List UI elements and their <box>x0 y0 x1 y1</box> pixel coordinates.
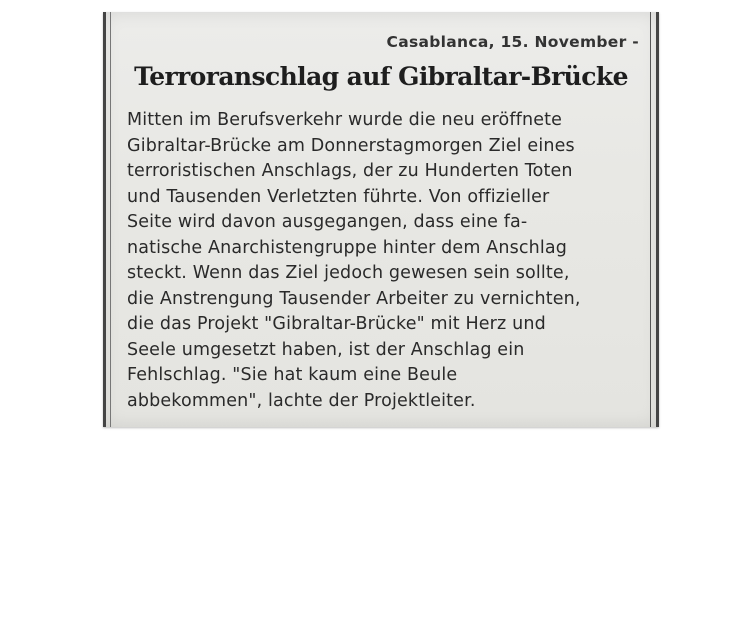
article-line: abbekommen", lachte der Projektleiter. <box>127 390 476 411</box>
article-line: natische Anarchistengruppe hinter dem Anschlag <box>127 237 568 258</box>
headline: Terroranschlag auf Gibraltar-Brücke <box>134 62 628 91</box>
dateline: Casablanca, 15. November - <box>386 33 639 51</box>
article-line: und Tausenden Verletzten führte. Von offizieller <box>127 186 550 207</box>
article-line: Seite wird davon ausgegangen, dass eine fa- <box>127 212 528 232</box>
article-body <box>127 108 653 414</box>
article-line: Seele umgesetzt haben, ist der Anschlag ein <box>127 339 525 360</box>
article-line: steckt. Wenn das Ziel jedoch gewesen sein sollte, <box>127 263 570 283</box>
article-line: terroristischen Anschlags, der zu Hunderten Toten <box>127 161 573 181</box>
article-line: Gibraltar-Brücke am Donnerstagmorgen Ziel eines <box>127 135 575 156</box>
article-line: die Anstrengung Tausender Arbeiter zu vernichten, <box>127 288 581 309</box>
article-line: die das Projekt "Gibraltar-Brücke" mit Herz und <box>127 314 546 334</box>
article-line: Mitten im Berufsverkehr wurde die neu eröffnete <box>127 110 563 130</box>
article-line: Fehlschlag. "Sie hat kaum eine Beule <box>127 365 458 385</box>
newspaper-clipping <box>103 12 659 427</box>
